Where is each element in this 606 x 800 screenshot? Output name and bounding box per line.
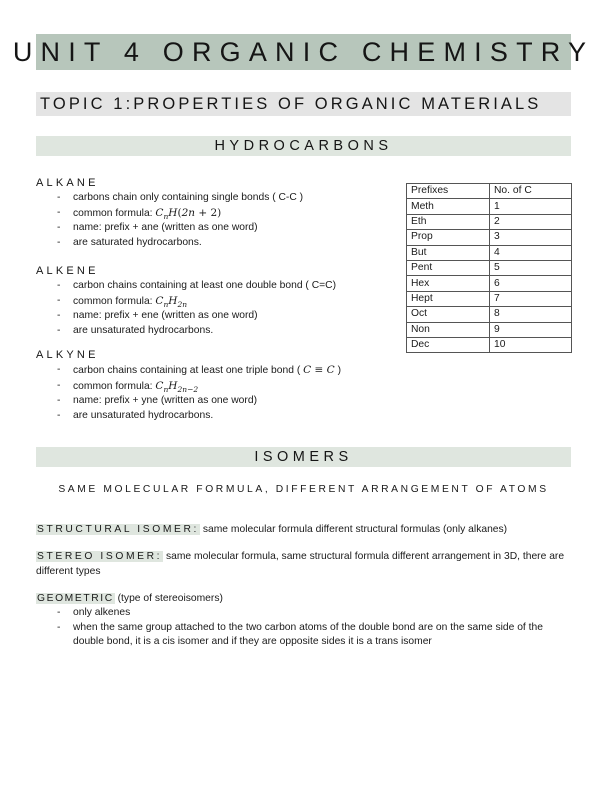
geometric-text: (type of stereoisomers) — [114, 593, 223, 604]
table-cell: 9 — [490, 322, 572, 337]
alkene-formula: $C_nH_{2n}$ — [155, 294, 188, 309]
table-cell: 6 — [490, 276, 572, 291]
isomers-header — [36, 447, 571, 467]
list-item: - are saturated hydrocarbons. — [36, 236, 303, 251]
isomers-subtitle: SAME MOLECULAR FORMULA, DIFFERENT ARRANGEMENT OF ATOMS — [58, 484, 549, 495]
alkane-formula: $C_nH(2n + 2)$ — [155, 206, 222, 221]
alkene-list — [36, 279, 336, 338]
table-header-row — [407, 184, 572, 199]
list-item — [36, 294, 336, 310]
table-cell: 10 — [490, 337, 572, 352]
table-cell: 8 — [490, 307, 572, 322]
alkane-heading: ALKANE — [36, 177, 99, 189]
list-item: - name: prefix + ane (written as one word) — [36, 221, 303, 236]
table-row — [407, 276, 572, 291]
table-row — [407, 322, 572, 337]
table-cell: 2 — [490, 214, 572, 229]
table-row — [407, 214, 572, 229]
table-row — [407, 260, 572, 275]
table-row — [407, 245, 572, 260]
list-item: - name: prefix + yne (written as one word) — [36, 394, 341, 409]
isomers-heading: ISOMERS — [254, 449, 353, 465]
table-cell: Pent — [407, 260, 490, 275]
table-row — [407, 291, 572, 306]
alkene-heading: ALKENE — [36, 265, 99, 277]
list-item: - carbon chains containing at least one double bond ( C=C) — [36, 279, 336, 294]
geometric-label: GEOMETRIC — [37, 593, 114, 604]
geometric-list — [36, 606, 570, 650]
list-item: - carbons chain only containing single bonds ( C-C ) — [36, 191, 303, 206]
structural-isomer-text: same molecular formula different structural formulas (only alkanes) — [199, 524, 508, 535]
formula-label: common formula: — [73, 207, 156, 219]
stereo-isomer-text: same molecular formula, same structural formula different arrangement in 3D, there are different types — [36, 551, 565, 577]
list-item: - only alkenes — [36, 606, 570, 621]
table-row — [407, 307, 572, 322]
alkane-list — [36, 191, 303, 250]
table-cell: 4 — [490, 245, 572, 260]
table-cell: 5 — [490, 260, 572, 275]
hydrocarbons-heading: HYDROCARBONS — [214, 138, 393, 154]
prefix-table — [406, 183, 572, 353]
table-cell: Prop — [407, 230, 490, 245]
list-item: - when the same group attached to the two carbon atoms of the double bond are on the same side of the double bond, it is a cis isomer and if they are opposite sides it is a trans isomer — [36, 621, 570, 650]
stereo-isomer-paragraph — [36, 550, 573, 579]
table-header-cell: No. of C — [490, 184, 572, 199]
topic-title-banner — [36, 92, 571, 116]
table-cell: 3 — [490, 230, 572, 245]
unit-title: UNIT 4 ORGANIC CHEMISTRY — [12, 36, 595, 67]
table-cell: Hex — [407, 276, 490, 291]
table-cell: Dec — [407, 337, 490, 352]
table-row — [407, 337, 572, 352]
alkyne-heading: ALKYNE — [36, 349, 99, 361]
table-header-cell: Prefixes — [407, 184, 490, 199]
structural-isomer-paragraph — [36, 523, 573, 538]
stereo-isomer-label: STEREO ISOMER: — [37, 551, 163, 562]
table-row — [407, 199, 572, 214]
topic-title: TOPIC 1:PROPERTIES OF ORGANIC MATERIALS — [40, 94, 542, 113]
list-item: - name: prefix + ene (written as one word) — [36, 309, 336, 324]
table-cell: Non — [407, 322, 490, 337]
table-cell: But — [407, 245, 490, 260]
triple-bond-formula: C ≡ C — [303, 364, 335, 376]
list-item: - are unsaturated hydrocarbons. — [36, 324, 336, 339]
table-cell: Oct — [407, 307, 490, 322]
alkyne-bond-text: carbon chains containing at least one triple bond ( — [73, 365, 301, 376]
alkyne-bond-end: ) — [337, 365, 342, 376]
list-item: - are unsaturated hydrocarbons. — [36, 409, 341, 424]
table-cell: 7 — [490, 291, 572, 306]
unit-title-banner — [12, 34, 595, 70]
table-cell: Meth — [407, 199, 490, 214]
table-cell: 1 — [490, 199, 572, 214]
hydrocarbons-header — [36, 136, 571, 156]
list-item — [36, 379, 341, 395]
table-cell: Hept — [407, 291, 490, 306]
list-item — [36, 363, 341, 379]
table-row — [407, 230, 572, 245]
list-item — [36, 206, 303, 222]
table-cell: Eth — [407, 214, 490, 229]
formula-label: common formula: — [73, 295, 156, 307]
geometric-paragraph — [36, 592, 573, 607]
formula-label: common formula: — [73, 380, 156, 392]
structural-isomer-label: STRUCTURAL ISOMER: — [37, 524, 199, 535]
alkyne-formula: $C_nH_{2n-2}$ — [155, 379, 199, 394]
alkyne-list — [36, 363, 341, 423]
